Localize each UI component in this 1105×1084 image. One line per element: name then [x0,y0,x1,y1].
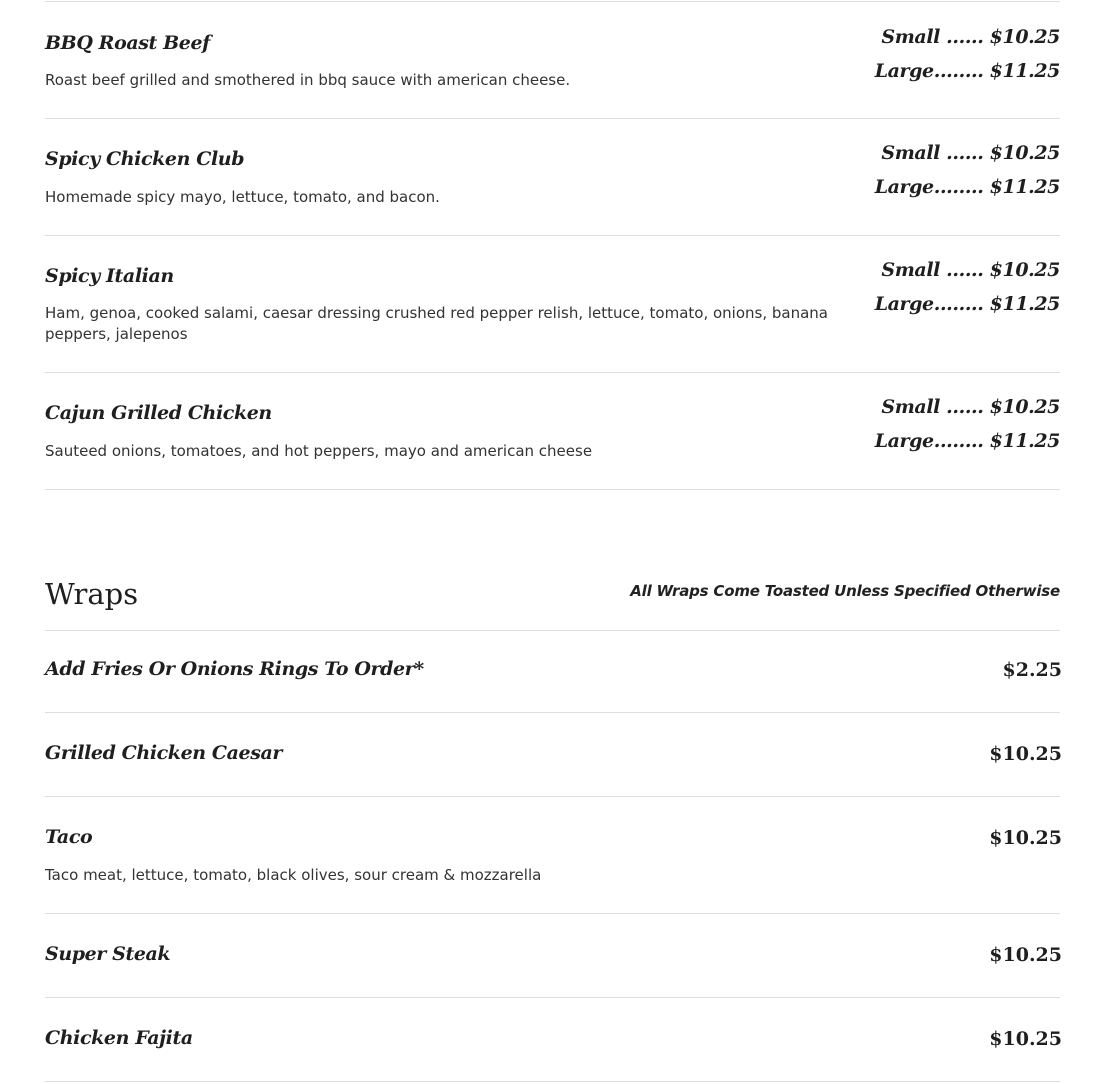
item-name: Taco [45,826,93,848]
menu-item-chicken-fajita [45,998,1060,1082]
item-description: Taco meat, lettuce, tomato, black olives, sour cream & mozzarella [45,866,542,884]
menu-item-spicy-italian [45,236,1060,373]
item-name: BBQ Roast Beef [45,32,210,54]
item-price: $10.25 [989,743,1062,765]
item-name: Spicy Chicken Club [45,148,245,170]
item-name: Spicy Italian [45,265,174,287]
item-name: Grilled Chicken Caesar [45,742,283,764]
item-description: Sauteed onions, tomatoes, and hot peppers, mayo and american cheese [45,442,593,460]
price-large: Large........ $11.25 [874,60,1060,82]
item-price: $10.25 [989,1028,1062,1050]
item-description: Ham, genoa, cooked salami, caesar dressing crushed red pepper relish, lettuce, tomato, onions, banana peppers, jalepenos [45,304,828,343]
price-large: Large........ $11.25 [874,293,1060,315]
item-price: $2.25 [1002,659,1062,681]
menu-item-cajun-grilled-chicken [45,373,1060,490]
section-header-wraps [45,570,1060,631]
menu-item-bbq-roast-beef [45,2,1060,119]
item-prices [875,20,1060,88]
menu-item-taco [45,797,1060,914]
item-prices [875,136,1060,204]
menu-item-super-steak [45,914,1060,998]
item-price: $10.25 [989,827,1062,849]
item-name: Cajun Grilled Chicken [45,402,272,424]
price-small: Small ...... $10.25 [881,259,1060,281]
menu-item-add-fries [45,630,1060,713]
item-name: Super Steak [45,943,171,965]
price-small: Small ...... $10.25 [881,142,1060,164]
item-description: Roast beef grilled and smothered in bbq sauce with american cheese. [45,71,571,89]
price-large: Large........ $11.25 [874,430,1060,452]
section-note: All Wraps Come Toasted Unless Specified Otherwise [630,582,1060,600]
item-description: Homemade spicy mayo, lettuce, tomato, and bacon. [45,188,440,206]
menu-item-grilled-chicken-caesar [45,713,1060,797]
item-price: $10.25 [989,944,1062,966]
item-prices [875,390,1060,458]
section-title: Wraps [45,577,139,611]
item-name: Chicken Fajita [45,1027,193,1049]
item-prices [875,253,1060,321]
price-small: Small ...... $10.25 [881,396,1060,418]
item-name: Add Fries Or Onions Rings To Order* [45,658,424,680]
menu-item-spicy-chicken-club [45,119,1060,236]
price-large: Large........ $11.25 [874,176,1060,198]
price-small: Small ...... $10.25 [881,26,1060,48]
